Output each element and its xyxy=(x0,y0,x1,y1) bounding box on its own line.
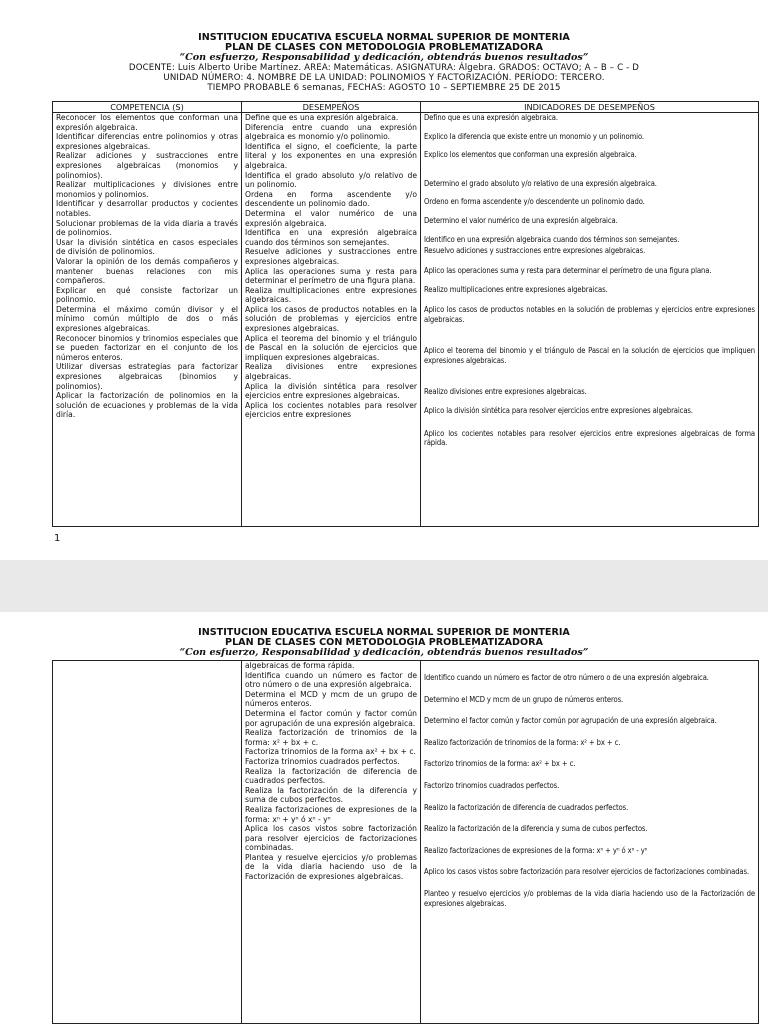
table-row xyxy=(53,661,759,1024)
competencia-item: Solucionar problemas de la vida diaria a través de polinomios. xyxy=(56,218,238,238)
desempeno-item: Aplica los casos vistos sobre factorización para resolver ejercicios de factorizaciones combinadas. xyxy=(245,824,417,853)
indicador-item: Ordeno en forma ascendente y/o descendente un polinomio dado. xyxy=(424,197,645,207)
competencia-item: Aplicar la factorización de polinomios en la solución de ecuaciones y problemas de la vida diría. xyxy=(56,391,238,420)
desempeno-item: Determina el factor común y factor común por agrupación de una expresión algebraica. xyxy=(245,708,417,728)
motto: “Con esfuerzo, Responsabilidad y dedicación, obtendrás buenos resultados” xyxy=(179,52,589,63)
plan-title: PLAN DE CLASES CON METODOLOGIA PROBLEMATIZADORA xyxy=(225,637,543,648)
indicador-item: Identifico en una expresión algebraica cuando dos términos son semejantes. xyxy=(424,234,680,244)
competencia-item: Realizar adiciones y sustracciones entre expresiones algebraicas (monomios y polinomios). xyxy=(56,151,238,180)
competencia-item: Explicar en qué consiste factorizar un polinomio. xyxy=(56,285,238,305)
desempeno-item: Identifica cuando un número es factor de otro número o de una expresión algebraica. xyxy=(245,670,417,690)
indicador-item: Resuelvo adiciones y sustracciones entre expresiones algebraicas. xyxy=(424,246,646,256)
competencia-item: Determina el máximo común divisor y el mínimo común múltiplo de dos o más expresiones algebraicas. xyxy=(56,304,238,334)
desempeno-item: Aplica la división sintética para resolver ejercicios entre expresiones algebraicas. xyxy=(245,381,417,401)
indicador-item: Determino el grado absoluto y/o relativo de una expresión algebraica. xyxy=(424,178,657,188)
desempeno-item: Aplica el teorema del binomio y el triángulo de Pascal en la solución de ejercicios que impliquen expresiones algebraicas. xyxy=(245,333,417,362)
indicador-item: Realizo la factorización de diferencia de cuadrados perfectos. xyxy=(424,802,629,812)
competencia-item: Utilizar diversas estrategias para factorizar expresiones algebraicas (binomios y polinomios). xyxy=(56,362,238,391)
indicador-item: Aplico los cocientes notables para resolver ejercicios entre expresiones algebraicas de forma rápida. xyxy=(424,428,755,448)
column-header-indicadores: INDICADORES DE DESEMPEÑOS xyxy=(421,102,759,113)
institution-name: INSTITUCION EDUCATIVA ESCUELA NORMAL SUPERIOR DE MONTERIA xyxy=(198,32,570,43)
tiempo-line: TIEMPO PROBABLE 6 semanas, FECHAS: AGOSTO 10 – SEPTIEMBRE 25 DE 2015 xyxy=(207,83,561,93)
plan-title: PLAN DE CLASES CON METODOLOGIA PROBLEMATIZADORA xyxy=(225,42,543,53)
indicador-item: Aplico los casos de productos notables en la solución de problemas y ejercicios entre expresiones algebraicas. xyxy=(424,304,755,324)
column-header-desempenos: DESEMPEÑOS xyxy=(242,102,421,113)
desempenos-cell xyxy=(242,661,421,1024)
spacer xyxy=(424,661,755,673)
page-number: 1 xyxy=(54,533,61,544)
column-header-competencia: COMPETENCIA (S) xyxy=(53,102,242,113)
desempeno-item: Plantea y resuelve ejercicios y/o problemas de la vida diaria haciendo uso de la Factorización de expresiones algebraicas. xyxy=(245,852,417,882)
desempeno-item: Aplica las operaciones suma y resta para determinar el perímetro de una figura plana. xyxy=(245,266,417,286)
indicador-item: Realizo factorizaciones de expresiones de la forma: xⁿ + yⁿ ó xⁿ - yⁿ xyxy=(424,845,648,855)
desempeno-item: Realiza multiplicaciones entre expresiones algebraicas. xyxy=(245,285,417,305)
indicador-item: Realizo la factorización de la diferencia y suma de cubos perfectos. xyxy=(424,824,648,834)
competencia-item: Valorar la opinión de los demás compañeros y mantener buenas relaciones con mis compañeros. xyxy=(56,256,238,286)
desempeno-item: Factoriza trinomios de la forma ax² + bx + c. xyxy=(245,747,416,757)
table-header-row xyxy=(53,102,759,113)
indicador-item: Explico los elementos que conforman una expresión algebraica. xyxy=(424,150,637,160)
lesson-plan-table-continued xyxy=(52,660,759,1024)
desempeno-item: Realiza la factorización de la diferencia y suma de cubos perfectos. xyxy=(245,785,417,805)
desempeno-item: Resuelve adiciones y sustracciones entre expresiones algebraicas. xyxy=(245,247,417,266)
indicador-item: Defino que es una expresión algebraica. xyxy=(424,113,558,122)
indicadores-cell xyxy=(421,661,759,1024)
indicadores-cell xyxy=(421,113,759,527)
desempeno-item: Identifica el grado absoluto y/o relativo de un polinomio. xyxy=(245,170,417,190)
desempeno-item: Realiza la factorización de diferencia de cuadrados perfectos. xyxy=(245,766,417,786)
indicador-item: Aplico la división sintética para resolver ejercicios entre expresiones algebraicas. xyxy=(424,405,693,415)
page-header-2 xyxy=(0,628,768,658)
indicador-item: Factorizo trinomios de la forma: ax² + bx + c. xyxy=(424,759,576,769)
competencia-item: Usar la división sintética en casos especiales de división de polinomios. xyxy=(56,237,238,257)
desempenos-cell xyxy=(242,113,421,527)
desempeno-item: Realiza divisiones entre expresiones algebraicas. xyxy=(245,362,417,382)
competencia-item: Identificar y desarrollar productos y cocientes notables. xyxy=(56,199,238,218)
competencias-cell-empty xyxy=(53,661,242,1024)
table-row xyxy=(53,113,759,527)
indicador-item: Identifico cuando un número es factor de otro número o de una expresión algebraica. xyxy=(424,673,709,682)
desempeno-item: Factoriza trinomios cuadrados perfectos. xyxy=(245,756,400,766)
indicador-item: Aplico las operaciones suma y resta para determinar el perímetro de una figura plana. xyxy=(424,265,712,275)
desempeno-item: Ordena en forma ascendente y/o descendente un polinomio dado. xyxy=(245,189,417,209)
desempeno-item: Realiza factorización de trinomios de la forma: x² + bx + c. xyxy=(245,728,417,747)
docente-line: DOCENTE: Luis Alberto Uribe Martínez. AREA: Matemáticas. ASIGNATURA: Álgebra. GRADOS: OCTAVO; A – B – C - D xyxy=(128,63,640,73)
motto: “Con esfuerzo, Responsabilidad y dedicación, obtendrás buenos resultados” xyxy=(179,647,589,658)
desempeno-item: Determina el valor numérico de una expresión algebraica. xyxy=(245,208,417,228)
institution-name: INSTITUCION EDUCATIVA ESCUELA NORMAL SUPERIOR DE MONTERIA xyxy=(198,627,570,638)
indicador-item: Realizo factorización de trinomios de la forma: x² + bx + c. xyxy=(424,737,621,747)
indicador-item: Factorizo trinomios cuadrados perfectos. xyxy=(424,780,560,790)
competencia-item: Identificar diferencias entre polinomios y otras expresiones algebraicas. xyxy=(56,132,238,151)
indicador-item: Aplico el teorema del binomio y el triángulo de Pascal en la solución de ejercicios que impliquen expresiones algebraicas. xyxy=(424,346,755,365)
desempeno-item: algebraicas de forma rápida. xyxy=(245,661,355,670)
competencia-item: Realizar multiplicaciones y divisiones entre monomios y polinomios. xyxy=(56,180,238,199)
desempeno-item: Realiza factorizaciones de expresiones de la forma: xⁿ + yⁿ ó xⁿ - yⁿ xyxy=(245,804,417,824)
unidad-line: UNIDAD NÚMERO: 4. NOMBRE DE LA UNIDAD: POLINOMIOS Y FACTORIZACIÓN. PERÍODO: TERCERO. xyxy=(163,73,605,83)
indicador-item: Determino el factor común y factor común por agrupación de una expresión algebraica. xyxy=(424,716,717,726)
indicador-item: Aplico los casos vistos sobre factorización para resolver ejercicios de factorizaciones combinadas. xyxy=(424,867,750,877)
indicador-item: Realizo multiplicaciones entre expresiones algebraicas. xyxy=(424,285,608,295)
desempeno-item: Identifica en una expresión algebraica cuando dos términos son semejantes. xyxy=(245,228,417,247)
competencia-item: Reconocer los elementos que conforman una expresión algebraica. xyxy=(56,113,238,132)
competencia-item: Reconocer binomios y trinomios especiales que se pueden factorizar en el conjunto de los números enteros. xyxy=(56,333,238,362)
desempeno-item: Diferencia entre cuando una expresión algebraica es monomio y/o polinomio. xyxy=(245,122,417,142)
indicador-item: Realizo divisiones entre expresiones algebraicas. xyxy=(424,387,587,397)
indicador-item: Determino el MCD y mcm de un grupo de números enteros. xyxy=(424,694,624,704)
indicador-item: Determino el valor numérico de una expresión algebraica. xyxy=(424,215,618,225)
desempeno-item: Aplica los cocientes notables para resolver ejercicios entre expresiones xyxy=(245,400,417,420)
lesson-plan-table xyxy=(52,101,759,527)
indicador-item: Explico la diferencia que existe entre un monomio y un polinomio. xyxy=(424,131,644,141)
desempeno-item: Identifica el signo, el coeficiente, la parte literal y los exponentes en una expresión algebraica. xyxy=(245,141,417,170)
page-header xyxy=(0,33,768,93)
indicador-item: Planteo y resuelvo ejercicios y/o problemas de la vida diaria haciendo uso de la Factorización de expresiones algebraicas. xyxy=(424,888,755,908)
desempeno-item: Determina el MCD y mcm de un grupo de números enteros. xyxy=(245,689,417,709)
desempeno-item: Aplica los casos de productos notables en la solución de problemas y ejercicios entre expresiones algebraicas. xyxy=(245,304,417,334)
desempeno-item: Define que es una expresión algebraica. xyxy=(245,113,399,122)
competencias-cell xyxy=(53,113,242,527)
